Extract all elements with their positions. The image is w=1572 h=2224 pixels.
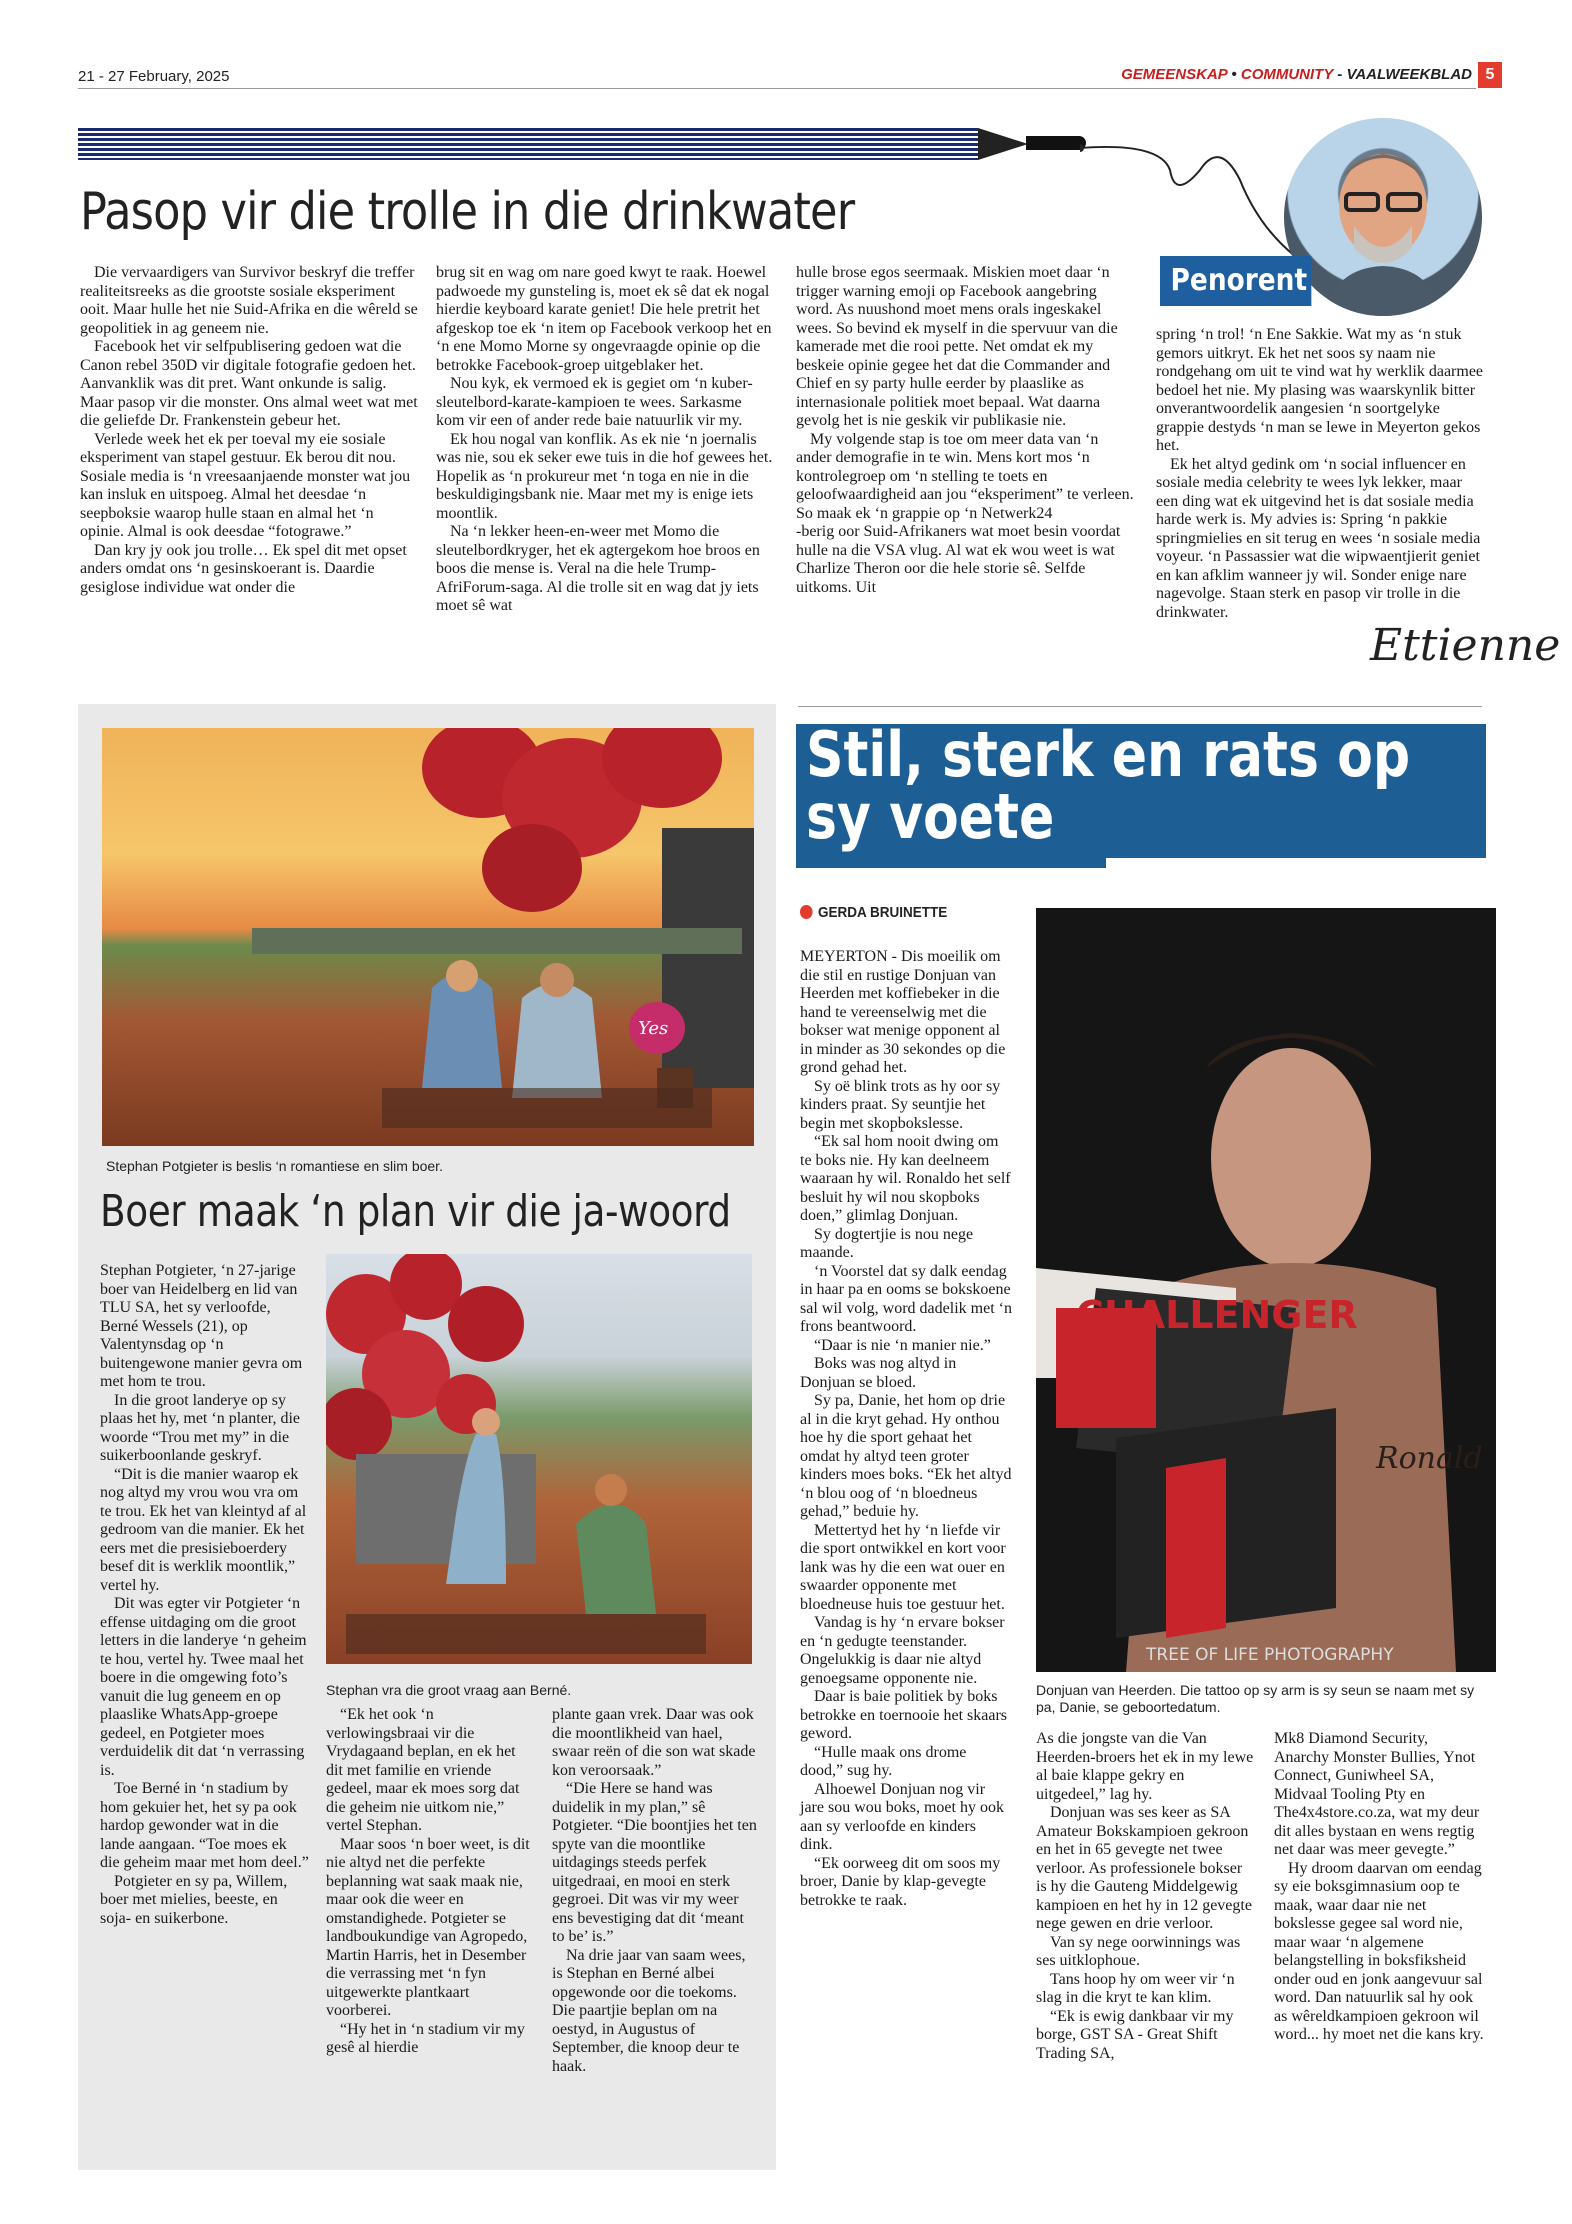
paragraph: “Hulle maak ons drome dood,” sug hy.: [800, 1743, 967, 1779]
byline-author: GERDA BRUINETTE: [818, 904, 948, 921]
paragraph: Nou kyk, ek vermoed ek is gegiet om ‘n kuber-sleutelbord-karate-kampioen te wees. Sarkasme kom vir een of ander rede baie natuurlik vir my.: [436, 375, 753, 429]
paragraph: ‘n Voorstel dat sy dalk eendag in haar pa en ooms se bokskoene sal wil volg, word dadelik met ‘n frons beantwoord.: [800, 1262, 1012, 1335]
paragraph: brug sit en wag om nare goed kwyt te raak. Hoewel padwoede my gunsteling is, moet ek sê dat ek nogal hierdie keyboard karate geniet! Die hele pretrit het afgeskop toe ek ‘n item op Facebook verkoop het en ‘n ene Momo Morne sy ongevraagde opinie op die betrokke Facebook-groep uitgeblaker het.: [436, 264, 772, 374]
section-name-afrikaans: GEMEENSKAP: [1121, 66, 1228, 83]
byline-dot-icon: [800, 905, 813, 919]
boxer-col1: [800, 948, 1012, 1910]
paragraph: Mettertyd het hy ‘n liefde vir die sport ontwikkel en kort voor lank was hy die een wat ouer en swaarder opponente met bloedneuse huis toe gestuur het.: [800, 1521, 1006, 1613]
paragraph: Sy oë blink trots as hy oor sy kinders praat. Sy seuntjie het begin met skopbokslesse.: [800, 1077, 1001, 1132]
pen-stripes-graphic: [78, 128, 978, 160]
paragraph: Die vervaardigers van Survivor beskryf die treffer realiteitsreeks as die grootste sosiale eksperiment ooit. Maar hulle het nie Suid-Afrika en die wêreld se geopolitiek in ag geneem nie.: [80, 264, 418, 337]
paragraph: “Daar is nie ‘n manier nie.”: [814, 1336, 991, 1354]
page-number: 5: [1478, 62, 1502, 88]
paragraph: spring ‘n trol! ‘n Ene Sakkie. Wat my as ‘n stuk gemors uitkryt. Ek het net soos sy naam nie rondgehang om uit te vind wat hy werklik daarmee bedoel het nie. My plasing was waarskynlik bitter onverantwoordelik aangesien ‘n soortgelyke grappie destyds ‘n man se lewe in Meyerton gekos het.: [1156, 326, 1484, 454]
paragraph: Potgieter en sy pa, Willem, boer met mielies, beeste, en soja- en suikerbone.: [100, 1872, 288, 1927]
paragraph: Van sy nege oorwinnings was ses uitklophoue.: [1036, 1933, 1241, 1969]
paragraph: Dan kry jy ook jou trolle… Ek spel dit met opset anders omdat ons ‘n gesinskoerant is. Daardie gesiglose individue wat onder die: [80, 541, 407, 596]
boxer-headline: [806, 718, 1411, 853]
paragraph: Donjuan was ses keer as SA Amateur Bokskampioen gekroon en het in 65 gevegte net twee verloor. As professionele bokser is hy die Gauteng Middelgewig kampioen en het hy in 12 gevegte nege gewen en drie verloor.: [1036, 1804, 1252, 1932]
columnist-portrait: [1284, 118, 1482, 316]
paragraph: Facebook het vir selfpublisering gedoen wat die Canon rebel 350D vir digitale fotografie gedoen het. Aanvanklik was dit pret. Want onkunde is salig. Maar pasop vir die monster. Ons almal weet wat met die geliefde Dr. Frankenstein gebeur het.: [80, 338, 418, 429]
paragraph: Hy droom daarvan om eendag sy eie boksgimnasium oop te maak, waar daar nie net bokslesse gegee sal word nie, maar waar ‘n algemene belangstelling in boksfiksheid onder oud en jonk aangevuur sal word. Dan natuurlik sal hy ook as wêreldkampioen gekroon wil word... hy moet net die kans kry.: [1274, 1859, 1484, 2043]
paragraph: “Dit is die manier waarop ek nog altyd my vrou wou vra om te trou. Ek het van kleintyd af al gedroom van die manier. Ek het eers met die presisieboerdery besef dit is werklik moontlik,” vertel hy.: [100, 1465, 307, 1594]
paragraph: As die jongste van die Van Heerden-broers het ek in my lewe al baie klappe gekry en uitgedeel,” lag hy.: [1036, 1730, 1254, 1803]
section-divider: [798, 706, 1482, 707]
photo3-caption: Donjuan van Heerden. Die tattoo op sy arm is sy seun se naam met sy pa, Danie, se geboortedatum.: [1036, 1682, 1475, 1715]
boer-col3: [552, 1706, 758, 2076]
proposal-photo: [326, 1254, 752, 1664]
glove-text: CHALLENGER: [1076, 1293, 1358, 1337]
paragraph: Na ‘n lekker heen-en-weer met Momo die sleutelbordkryger, het ek agtergekom hoe broos en boos die mense is. Veral na die hele Trump-AfriForum-saga. Al die trolle sit en wag dat jy iets moet sê wat: [436, 523, 760, 614]
paragraph: Alhoewel Donjuan nog vir jare sou wou boks, moet hy ook aan sy verloofde en kinders dink.: [800, 1780, 1004, 1853]
column-headline: Pasop vir die trolle in die drinkwater: [80, 182, 855, 242]
bullet-separator: •: [1231, 66, 1237, 83]
paragraph: Boks was nog altyd in Donjuan se bloed.: [800, 1355, 957, 1391]
paragraph: Na drie jaar van saam wees, is Stephan en Berné albei opgewonde oor die toekoms. Die paartjie beplan om na oestyd, in Augustus of September, die knoop deur te haak.: [552, 1946, 746, 2075]
boxer-headline-line2: sy voete: [806, 780, 1055, 853]
column-text-col3: [796, 264, 1136, 597]
boxer-col3: [1274, 1730, 1486, 2045]
photo2-caption: Stephan vra die groot vraag aan Berné.: [326, 1682, 572, 1698]
paragraph: “Ek het ook ‘n verlowingsbraai vir die Vrydagaand beplan, en ek het dit met familie en vriende gedeel, maar ek moes sorg dat die geheim nie uitkom nie,” vertel Stephan.: [326, 1706, 520, 1834]
photo1-caption: Stephan Potgieter is beslis ‘n romantiese en slim boer.: [106, 1158, 443, 1174]
paragraph: In die groot landerye op sy plaas het hy, met ‘n planter, die woorde “Trou met my” in die suikerboonlande geskryf.: [100, 1391, 301, 1464]
paragraph: Verlede week het ek per toeval my eie sosiale eksperiment van stapel gestuur. Ek berou dit nou. Sosiale media is ‘n vreesaanjaende monster wat jou kan insluk en uitspoeg. Almal het deesdae ‘n seepboksie waarop hulle staan en almal het ‘n opinie. Almal is ook deesdae “fotograwe.”: [80, 430, 411, 540]
paragraph: Tans hoop hy om weer vir ‘n slag in die kryt te kan klim.: [1036, 1970, 1235, 2006]
pen-body-graphic: [978, 128, 1028, 160]
dash-separator: -: [1337, 66, 1343, 83]
column-text-col1: [80, 264, 418, 597]
paragraph: MEYERTON - Dis moeilik om die stil en rustige Donjuan van Heerden met koffiebeker in die hand te vereenselwig met die bokser wat menige opponent al in minder as 30 sekondes op die grond gehad het.: [800, 948, 1006, 1076]
paragraph: “Hy het in ‘n stadium vir my gesê al hierdie: [326, 2020, 525, 2056]
tattoo-text: Ronald: [1376, 1441, 1483, 1476]
paragraph: Stephan Potgieter, ‘n 27-jarige boer van Heidelberg en lid van TLU SA, het sy verloofde, Berné Wessels (21), op Valentynsdag op ‘n buitengewone manier gevra om met hom te trou.: [100, 1262, 303, 1390]
paragraph: Sy dogtertjie is nou nege maande.: [800, 1225, 974, 1261]
boxer-col2: [1036, 1730, 1256, 2063]
section-header: [1121, 66, 1472, 83]
paragraph: Vandag is hy ‘n ervare bokser en ‘n gedugte teenstander. Ongelukkig is daar nie altyd genoegsame opponente nie.: [800, 1614, 1005, 1687]
paragraph: My volgende stap is toe om meer data van ‘n ander demografie in te win. Mens kort mos ‘n kontrolegroep om ‘n stelling te toets en geloofwaardigheid aan jou “eksperiment” te verleen. So maak ek ‘n grappie op ‘n Netwerk24: [796, 430, 1134, 522]
paragraph: Ek het altyd gedink om ‘n social influencer en sosiale media celebrity te wees lyk lekker, maar een ding wat ek uitgevind het is dat sosiale media harde werk is. My advies is: Spring ‘n pakkie springmielies en sit terug en wees ‘n sosiale media voyeur. ‘n Passassier wat die wipwaentjierit geniet en kan afklim wanneer jy wil. Sonder enige nare nagevolge. Staan sterk en pasop vir trolle in die drinkwater.: [1156, 455, 1481, 621]
author-signature: Ettienne: [1370, 620, 1561, 671]
column-text-col4: [1156, 326, 1486, 622]
paragraph: plante gaan vrek. Daar was ook die moontlikheid van hael, swaar reën of die son wat skade kon veroorsaak.”: [552, 1706, 756, 1779]
section-name-english: COMMUNITY: [1240, 66, 1334, 83]
pen-cable-graphic: [1080, 140, 1310, 270]
boer-col2: [326, 1706, 534, 2058]
paragraph: Toe Berné in ‘n stadium by hom gekuier het, het sy pa ook hardop gewonder wat in die lande aangaan. “Toe moes ek die geheim maar met hom deel.”: [100, 1780, 309, 1871]
newspaper-name: VAALWEEKBLAD: [1346, 66, 1472, 83]
couple-sunset-photo: [102, 728, 754, 1146]
paragraph: “Die Here se hand was duidelik in my plan,” sê Potgieter. “Die boontjies het ten spyte van die moontlike uitdagings steeds perfek uitgedraai, en mooi en sterk gegroei. Dit was vir my weer ens bevestiging dat dit ‘meant to be’ is.”: [552, 1780, 757, 1945]
paragraph: hulle brose egos seermaak. Miskien moet daar ‘n trigger warning emoji op Facebook aangebring word. As nuushond moet mens orals ingeskakel wees. So bevind ek myself in die spervuur van die kamerade met die rooi pette. Net omdat ek my beskeie opinie gegee het dat die Commander and Chief en sy party hulle eerder by plaaslike as internasionale politiek moet bepaal. Wat daarna gevolg het is nie geskik vir publikasie nie.: [796, 264, 1118, 429]
boer-col1: [100, 1262, 310, 1928]
byline: [800, 904, 947, 921]
paragraph: Mk8 Diamond Security, Anarchy Monster Bullies, Ynot Connect, Guniwheel SA, Midvaal Tooling Pty en The4x4store.co.za, wat my deur dit alles bystaan en wens regtig net daar was meer gevegte.”: [1274, 1730, 1480, 1858]
balloon-text: Yes: [638, 1018, 669, 1039]
paragraph: “Ek sal hom nooit dwing om te boks nie. Hy kan deelneem waaraan hy wil. Ronaldo het self besluit hy wil nou skopboks doen,” glimlag Donjuan.: [800, 1133, 1011, 1224]
paragraph: Daar is baie politiek by boks betrokke en toernooie het skaars geword.: [800, 1688, 1008, 1742]
photo-credit: TREE OF LIFE PHOTOGRAPHY: [1146, 1645, 1394, 1665]
paragraph: “Ek is ewig dankbaar vir my borge, GST SA - Great Shift Trading SA,: [1036, 2007, 1234, 2062]
column-text-col2: [436, 264, 774, 616]
paragraph: “Ek oorweeg dit om soos my broer, Danie by klap-gevegte betrokke te raak.: [800, 1854, 1001, 1909]
pen-nib-graphic: [1026, 136, 1086, 150]
paragraph: Sy pa, Danie, het hom op drie al in die kryt gehad. Hy onthou hoe hy die sport gehaat het omdat hy altyd teen groter kinders moes boks. “Ek het altyd ‘n blou oog of ‘n bloedneus gehad,” beduie hy.: [800, 1392, 1012, 1520]
boer-headline: Boer maak ‘n plan vir die ja-woord: [100, 1186, 731, 1237]
issue-date: 21 - 27 February, 2025: [78, 68, 230, 85]
header-rule: [78, 88, 1476, 89]
paragraph: -berig oor Suid-Afrikaners wat moet besin voordat hulle na die VSA vlug. Al wat ek wou weet is wat Charlize Theron oor die hele storie sê. Selfde uitkoms. Uit: [796, 523, 1121, 596]
column-label: Penorent: [1160, 256, 1311, 306]
boxer-photo: [1036, 908, 1496, 1672]
paragraph: Dit was egter vir Potgieter ‘n effense uitdaging om die groot letters in die landerye ‘n geheim te hou, vertel hy. Twee maal het boere in die omgewing foto’s vanuit die lug geneem en op plaaslike WhatsApp-groepe gedeel, en Potgieter moes verduidelik dit dat ‘n verrassing is.: [100, 1595, 307, 1779]
paragraph: Ek hou nogal van konflik. As ek nie ‘n joernalis was nie, sou ek seker ewe tuis in die hof gewees het. Hopelik as ‘n prokureur met ‘n toga en nie in die beskuldigingsbank nie. Maar met my is enige iets moontlik.: [436, 430, 773, 522]
boxer-headline-line1: Stil, sterk en rats op: [806, 718, 1411, 791]
paragraph: Maar soos ‘n boer weet, is dit nie altyd net die perfekte beplanning wat saak maak nie, maar ook die weer en omstandighede. Potgieter se landboukundige van Agropedo, Martin Harris, het in Desember die verrassing met ‘n fyn uitgewerkte plantkaart voorberei.: [326, 1835, 530, 2019]
